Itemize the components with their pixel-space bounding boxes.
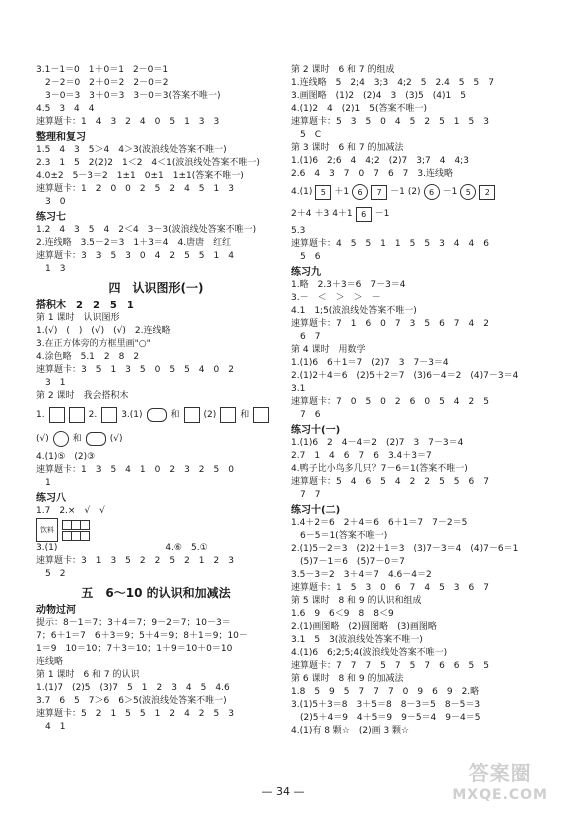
answer-line: 1.(√) ( ) (√) (√) 2.连线略 <box>36 326 171 336</box>
item-label: 3.(1) <box>121 409 143 420</box>
answer-line: 1.连线略 5 2;4 3;3 4;2 5 2.4 5 5 7 <box>291 78 494 88</box>
composition-answers <box>291 77 531 142</box>
cuboid-icon <box>184 407 200 423</box>
lesson-title: 第 1 课时 6 和 7 的认识 <box>36 670 140 680</box>
answer-line: 3.(1) 4.⑥ 5.① <box>36 543 208 553</box>
cylinder-icon <box>147 408 167 422</box>
answer-line: 5 C <box>291 130 322 140</box>
answer-line: 3.1 <box>291 384 306 394</box>
section-title: 动物过河 <box>36 605 76 616</box>
answer-line: 3.7 6 5 7＞6 6＞5(波浪线处答案不唯一) <box>36 696 227 706</box>
answer-line: 4.0±2 5－3＝2 1±1 0±1 1±1(答案不唯一) <box>36 171 244 181</box>
exercise8-answers <box>36 542 276 581</box>
operator-label: 4＋1 <box>332 208 353 219</box>
ball-icon <box>53 431 69 447</box>
item-label: 4.(1) <box>291 186 313 197</box>
answer-line: 7；6＋1＝7 6＋3＝9；5＋4＝9；8＋1＝9；10－ <box>36 631 248 641</box>
answer-line: 速算题卡：4 5 5 1 1 5 5 3 4 4 6 <box>291 239 489 249</box>
shape-row <box>36 403 276 427</box>
cube-icon <box>220 407 236 423</box>
answer-line: 速算题卡：1 3 5 4 1 0 2 3 2 5 0 <box>36 465 234 475</box>
answer-line: 5 2 <box>36 569 66 579</box>
watermark-logo <box>452 762 548 806</box>
addition-tail <box>291 225 531 264</box>
answer-line: 2.7 1 4 6 7 6 3.4＋3＝7 <box>291 451 432 461</box>
lesson-title: 第 6 课时 8 和 9 的加减法 <box>291 674 404 684</box>
exercise7-answers <box>36 224 276 276</box>
answer-line: 1.(1)7 (2)5 (3)7 5 1 2 3 4 5 4.6 <box>36 683 230 693</box>
answer-line: 3 1 <box>36 378 66 388</box>
section-title: 练习七 <box>36 212 66 223</box>
answer-line: (5)7－1＝6 (5)7－0＝7 <box>291 557 405 567</box>
section-title: 练习十(一) <box>291 425 341 436</box>
answer-line: 3.－ ＜ ＞ ＞ － <box>291 293 381 303</box>
answer-line: 3.1 5 3(波浪线处答案不唯一) <box>291 635 423 645</box>
lesson1-answers <box>36 325 276 390</box>
answer-line: 1.5 4 3 5＞4 4＞3(波浪线处答案不唯一) <box>36 145 227 155</box>
item-label: (√) <box>109 433 123 444</box>
item-label: 和 <box>170 409 180 420</box>
cylinder-icon <box>86 432 106 446</box>
answer-line: 速算题卡：1 4 3 2 4 0 5 1 3 3 <box>36 117 220 127</box>
item-label: 1. <box>36 409 45 420</box>
answer-line: 3.在正方体旁的方框里画"○" <box>36 339 151 349</box>
answer-line: 速算题卡：1 5 3 0 6 7 4 5 3 6 7 <box>291 583 489 593</box>
number-circle: 5 <box>460 184 476 200</box>
number-diagram <box>291 203 531 225</box>
answer-line: 速算题卡：5 3 5 0 4 5 2 5 1 5 3 <box>291 117 489 127</box>
lesson-8-9-answers <box>291 608 531 673</box>
answer-line: 1.(1)6 2;6 4 4;2 (2)7 3;7 4 4;3 <box>291 156 469 166</box>
watermark-text: 答案圈 <box>468 761 532 785</box>
answer-line: 3.画图略 (1)2 (2)4 3 (3)5 (4)1 5 <box>291 91 466 101</box>
item-label: 和 <box>240 409 250 420</box>
review-answers <box>36 144 276 209</box>
operator-label: 2＋4 <box>291 208 312 219</box>
answer-line: (2)5＋4＝9 4＋5＝9 9－5＝4 9－4＝5 <box>291 713 481 723</box>
answer-line: 1.(1)6 6＋1＝7 (2)7 3 7－3＝4 <box>291 358 449 368</box>
intro-answers <box>36 64 276 129</box>
operator-label: －1 <box>442 186 458 197</box>
number-diagram <box>291 181 531 203</box>
answer-line: 速算题卡：3 3 5 3 0 4 2 5 5 1 4 <box>36 251 234 261</box>
square-icon <box>101 407 117 423</box>
operator-label: ＋3 <box>314 208 330 219</box>
addition-answers <box>291 155 531 181</box>
square-icon <box>69 407 85 423</box>
number-circle: 6 <box>424 184 440 200</box>
lesson-title: 第 3 课时 6 和 7 的加减法 <box>291 143 404 153</box>
lesson2-answers <box>36 451 276 490</box>
answer-line: 4.5 3 4 4 <box>36 104 95 114</box>
page-number: — 34 — <box>261 785 305 798</box>
answer-line: 4 1 <box>36 722 66 732</box>
number-box: 2 <box>479 185 495 200</box>
answer-line: 4.鸭子比小鸟多几只？7－6＝1(答案不唯一) <box>291 464 468 474</box>
lesson-title: 第 1 课时 认识图形 <box>36 313 120 323</box>
answer-line: 1.6 9 6＜9 8 8＜9 <box>291 609 394 619</box>
item-label: (√) <box>36 433 49 444</box>
section-title: 搭积木 2 2 5 1 <box>36 300 134 311</box>
item-label: 2. <box>88 409 98 420</box>
item-label: (2) <box>407 186 421 197</box>
operator-label: ＋1 <box>334 186 350 197</box>
answer-line: 1.略 2.3＋3＝6 7－3＝4 <box>291 280 406 290</box>
answer-line: 速算题卡：3 5 1 3 5 0 5 5 4 0 2 <box>36 365 234 375</box>
number-box: 7 <box>371 185 387 200</box>
answer-line: 速算题卡：5 4 6 5 4 2 2 5 5 6 7 <box>291 477 489 487</box>
answer-line: 2－2＝0 2＋0＝2 2－0＝2 <box>36 78 169 88</box>
answer-line: 2.6 4 3 7 0 7 6 7 3.连线略 <box>291 169 453 179</box>
answer-line: 提示：8－1＝7；3＋4＝7；9－2＝7；10－3＝ <box>36 618 231 628</box>
left-column <box>36 64 276 734</box>
cube-icon <box>253 407 269 423</box>
answer-line: 速算题卡：7 0 5 0 2 6 0 5 4 2 5 <box>291 397 489 407</box>
answer-line: 6－5＝1(答案不唯一) <box>291 531 388 541</box>
answer-line: 2.3 1 5 2(2)2 1＜2 4＜1(波浪线处答案不唯一) <box>36 158 260 168</box>
answer-line: 5 6 <box>291 252 321 262</box>
answer-line: 2.(1)画图略 (2)圆图略 (3)画图略 <box>291 622 437 632</box>
answer-line: 1.2 4 3 5 4 2＜4 3－3(波浪线处答案不唯一) <box>36 225 257 235</box>
answer-line: 4.(1)2 4 (2)1 5(答案不唯一) <box>291 104 428 114</box>
answer-line: 1 3 <box>36 264 66 274</box>
answer-line: 连线略 <box>36 657 64 667</box>
number-circle: 6 <box>352 184 368 200</box>
exercise10a-answers <box>291 437 531 502</box>
answer-line: 3.(1)5＋3＝8 3＋5＝8 8－3＝5 8－5＝3 <box>291 700 481 710</box>
answer-line: 4.(1)有 8 颗☆ (2)画 3 颗☆ <box>291 726 410 736</box>
use-math-answers <box>291 357 531 422</box>
lesson-8-9-add-answers <box>291 686 531 738</box>
river-answers <box>36 617 276 669</box>
answer-line: 5.3 <box>291 226 306 236</box>
answer-line: 1.(1)6 2 4－4＝2 (2)7 3 7－3＝4 <box>291 438 464 448</box>
exercise8-figures <box>36 518 276 542</box>
answer-line: 7 7 <box>291 490 321 500</box>
cube-icon <box>49 407 65 423</box>
watermark-url: MXQE.COM <box>452 787 548 803</box>
section-title: 练习十(二) <box>291 505 341 516</box>
right-column <box>291 64 531 738</box>
section-title: 整理和复习 <box>36 132 86 143</box>
answer-line: 1 <box>36 478 51 488</box>
answer-line: 4.涂色略 5.1 2 8 2 <box>36 352 140 362</box>
answer-line: 1.8 5 9 5 7 7 7 0 9 6 9 2.略 <box>291 687 480 697</box>
answer-line: 6 7 <box>291 332 321 342</box>
number-box: 6 <box>356 207 372 222</box>
answer-line: 7 6 <box>291 410 321 420</box>
unit-title: 四 认识图形(一) <box>108 281 204 295</box>
answer-line: 2.连线略 3.5－2＝3 1＋3＝4 4.唐唐 红红 <box>36 238 232 248</box>
section-title: 练习八 <box>36 493 66 504</box>
drink-can-icon: 饮料 <box>36 518 58 542</box>
section-title: 练习九 <box>291 267 321 278</box>
shape-row <box>36 427 276 451</box>
answer-line: 速算题卡：3 1 3 5 2 2 5 2 1 2 3 <box>36 556 234 566</box>
answer-line: 1.4＋2＝6 2＋4＝6 6＋1＝7 7－2＝5 <box>291 518 468 528</box>
answer-line: 4.1 1;5(波浪线处答案不唯一) <box>291 306 417 316</box>
answer-line: 速算题卡：1 2 0 0 2 5 2 4 5 1 3 <box>36 184 234 194</box>
answer-line: 3－0＝3 3＋0＝3 3－0＝3(答案不唯一) <box>36 91 221 101</box>
exercise10b-answers <box>291 517 531 595</box>
operator-label: －1 <box>374 208 390 219</box>
block-stack-icon <box>62 520 88 541</box>
answer-line: 速算题卡：7 1 6 0 7 3 5 6 7 4 2 <box>291 319 489 329</box>
exercise9-answers <box>291 279 531 344</box>
answer-line: 3.5－3＝2 3＋4＝7 4.6－4＝2 <box>291 570 432 580</box>
unit-title: 五 6～10 的认识和加减法 <box>81 586 231 600</box>
answer-line: 4.(1)6 6;2;5;4(波浪线处答案不唯一) <box>291 648 448 658</box>
lesson-title: 第 2 课时 我会搭积木 <box>36 391 129 401</box>
answer-line: 速算题卡：5 2 1 5 5 1 2 4 2 5 3 <box>36 709 234 719</box>
answer-line: 速算题卡：7 7 7 5 7 5 7 6 6 5 5 <box>291 661 489 671</box>
item-label: (2) <box>203 409 217 420</box>
answer-line: 2.(1)5－2＝3 (2)2＋1＝3 (3)7－3＝4 (4)7－6＝1 <box>291 544 519 554</box>
answer-line: 1.7 2.× √ √ <box>36 506 105 516</box>
lesson-6-7-answers <box>36 682 276 734</box>
operator-label: －1 <box>390 186 405 197</box>
answer-line: 1＝9 10＝10；7＋3＝10；1＋9＝10＋0＝10 <box>36 644 233 654</box>
item-label: 和 <box>72 433 82 444</box>
lesson-title: 第 5 课时 8 和 9 的认识和组成 <box>291 596 422 606</box>
answer-line: 3.1－1＝0 1＋0＝1 2－0＝1 <box>36 65 169 75</box>
lesson-title: 第 2 课时 6 和 7 的组成 <box>291 65 395 75</box>
answer-line: 2.(1)2＋4＝6 (2)5＋2＝7 (3)6－4＝2 (4)7－3＝4 <box>291 371 519 381</box>
lesson-title: 第 4 课时 用数学 <box>291 345 366 355</box>
answer-line: 3 0 <box>36 197 66 207</box>
answer-line: 4.(1)⑤ (2)③ <box>36 452 96 462</box>
number-box: 5 <box>315 185 331 200</box>
